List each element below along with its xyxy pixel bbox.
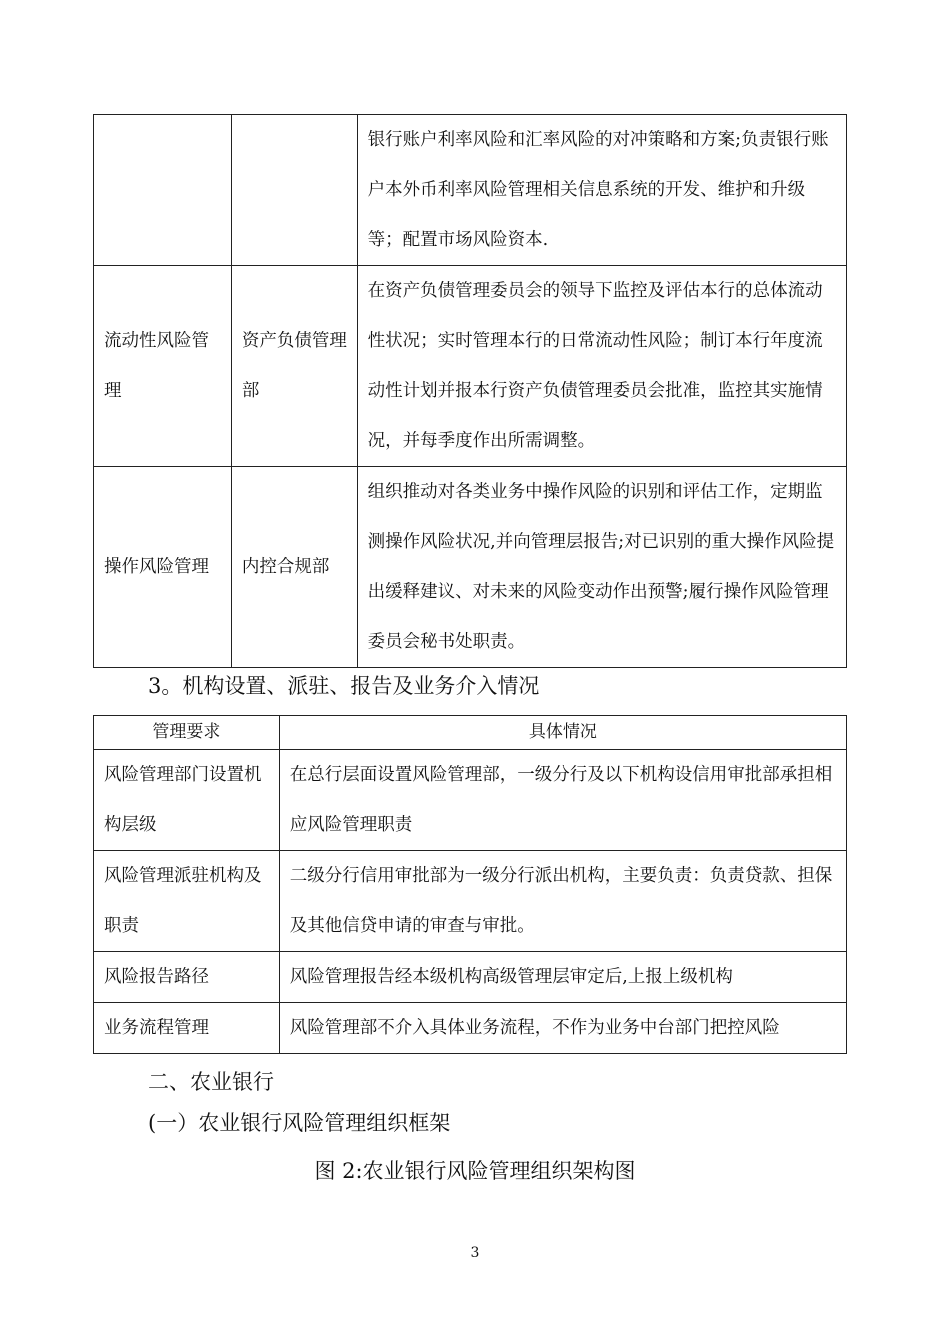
detail-cell: 风险管理部不介入具体业务流程，不作为业务中台部门把控风险 bbox=[279, 1003, 846, 1054]
detail-cell: 在总行层面设置风险管理部，一级分行及以下机构设信用审批部承担相应风险管理职责 bbox=[279, 750, 846, 851]
requirement-cell: 风险报告路径 bbox=[94, 952, 280, 1003]
figure-caption: 图 2:农业银行风险管理组织架构图 bbox=[314, 1159, 636, 1183]
table-row bbox=[94, 851, 847, 952]
table-row bbox=[94, 467, 847, 668]
section-heading: 二、农业银行 bbox=[148, 1070, 274, 1094]
section-heading: 3。机构设置、派驻、报告及业务介入情况 bbox=[148, 674, 540, 698]
table-row bbox=[94, 750, 847, 851]
table-row bbox=[94, 1003, 847, 1054]
column-header: 管理要求 bbox=[94, 716, 280, 750]
table-row bbox=[94, 952, 847, 1003]
department-cell: 资产负债管理部 bbox=[231, 266, 357, 467]
duties-cell: 在资产负债管理委员会的领导下监控及评估本行的总体流动性状况；实时管理本行的日常流动性风险；制订本行年度流动性计划并报本行资产负债管理委员会批准，监控其实施情况，并每季度作出所需调整。 bbox=[357, 266, 846, 467]
department-cell: 内控合规部 bbox=[231, 467, 357, 668]
department-cell bbox=[231, 115, 357, 266]
requirement-cell: 业务流程管理 bbox=[94, 1003, 280, 1054]
column-header: 具体情况 bbox=[279, 716, 846, 750]
duties-cell: 银行账户利率风险和汇率风险的对冲策略和方案;负责银行账户本外币利率风险管理相关信息系统的开发、维护和升级等；配置市场风险资本. bbox=[357, 115, 846, 266]
detail-cell: 风险管理报告经本级机构高级管理层审定后,上报上级机构 bbox=[279, 952, 846, 1003]
requirement-cell: 风险管理派驻机构及职责 bbox=[94, 851, 280, 952]
risk-management-duties-table bbox=[93, 114, 847, 668]
page-number: 3 bbox=[470, 1245, 480, 1261]
table-header-row bbox=[94, 716, 847, 750]
organization-setup-table bbox=[93, 715, 847, 1054]
risk-type-cell: 操作风险管理 bbox=[94, 467, 232, 668]
requirement-cell: 风险管理部门设置机构层级 bbox=[94, 750, 280, 851]
table-row bbox=[94, 266, 847, 467]
duties-cell: 组织推动对各类业务中操作风险的识别和评估工作，定期监测操作风险状况,并向管理层报告;对已识别的重大操作风险提出缓释建议、对未来的风险变动作出预警;履行操作风险管理委员会秘书处职责。 bbox=[357, 467, 846, 668]
risk-type-cell: 流动性风险管理 bbox=[94, 266, 232, 467]
detail-cell: 二级分行信用审批部为一级分行派出机构，主要负责：负责贷款、担保及其他信贷申请的审查与审批。 bbox=[279, 851, 846, 952]
subsection-heading: (一）农业银行风险管理组织框架 bbox=[148, 1111, 451, 1135]
table-row bbox=[94, 115, 847, 266]
risk-type-cell bbox=[94, 115, 232, 266]
